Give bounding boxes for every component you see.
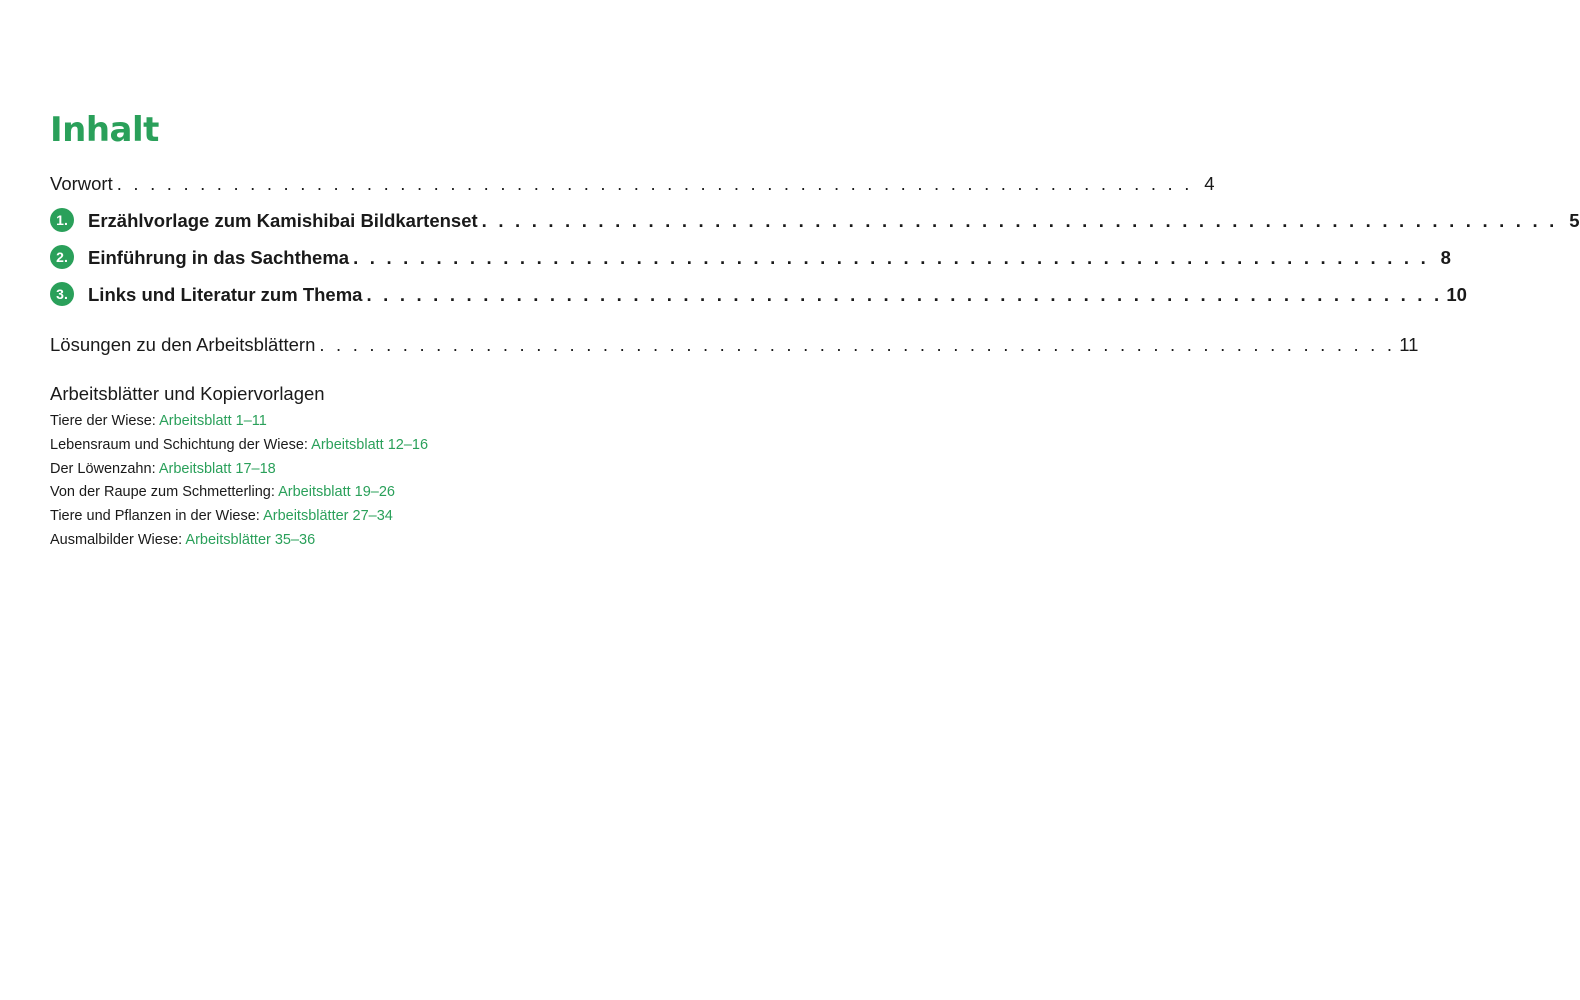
list-item xyxy=(50,505,428,529)
toc-entry-chapter-3[interactable] xyxy=(50,281,1467,307)
worksheets-heading: Arbeitsblätter und Kopiervorlagen xyxy=(50,383,325,404)
toc-entry-chapter-2[interactable] xyxy=(50,244,1451,270)
list-item xyxy=(50,481,428,505)
toc-entry-label: Links und Literatur zum Thema xyxy=(88,284,363,305)
dot-leader: . . . . . . . . . . . . . . . . . . . . . . . . . . . . . . . . . . . . . . . . . . . . . . . . . . . . . . . . . . . . . . . . . xyxy=(319,334,1396,355)
worksheet-topic: Von der Raupe zum Schmetterling: xyxy=(50,484,275,501)
dot-leader: . . . . . . . . . . . . . . . . . . . . . . . . . . . . . . . . . . . . . . . . . . . . . . . . . . . . . . . . . . . . . . . . . xyxy=(366,284,1443,305)
worksheet-reference-link[interactable]: Arbeitsblatt 19–26 xyxy=(278,484,395,501)
dot-leader: . . . . . . . . . . . . . . . . . . . . . . . . . . . . . . . . . . . . . . . . . . . . . . . . . . . . . . . . . . . . . . . . . xyxy=(481,210,1558,231)
chapter-number-badge: 2. xyxy=(50,245,74,269)
chapter-number-badge: 1. xyxy=(50,208,74,232)
toc-page-number: 11 xyxy=(1399,334,1419,355)
toc-entry-solutions[interactable] xyxy=(50,331,1419,357)
toc-page-number: 10 xyxy=(1446,284,1467,305)
toc-entry-label: Lösungen zu den Arbeitsblättern xyxy=(50,334,316,355)
worksheets-list xyxy=(50,410,428,553)
toc-page-number: 5 xyxy=(1569,210,1580,231)
chapter-number-badge: 3. xyxy=(50,282,74,306)
toc-page-number: 4 xyxy=(1204,173,1215,194)
toc-entry-label: Erzählvorlage zum Kamishibai Bildkartenset xyxy=(88,210,478,231)
worksheet-topic: Ausmalbilder Wiese: xyxy=(50,531,183,548)
worksheet-reference-link[interactable]: Arbeitsblätter 35–36 xyxy=(185,531,316,548)
worksheet-topic: Tiere und Pflanzen in der Wiese: xyxy=(50,508,260,525)
worksheet-reference-link[interactable]: Arbeitsblatt 12–16 xyxy=(311,436,429,453)
list-item xyxy=(50,458,428,482)
worksheet-topic: Lebensraum und Schichtung der Wiese: xyxy=(50,436,308,453)
toc-page-number: 8 xyxy=(1440,247,1451,268)
list-item xyxy=(50,434,428,458)
dot-leader: . . . . . . . . . . . . . . . . . . . . . . . . . . . . . . . . . . . . . . . . . . . . . . . . . . . . . . . . . . . . . . . . . xyxy=(353,247,1429,268)
worksheet-reference-link[interactable]: Arbeitsblatt 1–11 xyxy=(159,413,267,429)
dot-leader: . . . . . . . . . . . . . . . . . . . . . . . . . . . . . . . . . . . . . . . . . . . . . . . . . . . . . . . . . . . . . . . . . xyxy=(116,173,1193,194)
list-item xyxy=(50,529,428,553)
page-title: Inhalt xyxy=(50,110,159,150)
list-item xyxy=(50,410,428,434)
worksheet-topic: Tiere der Wiese: xyxy=(50,413,156,429)
toc-entry-label: Vorwort xyxy=(50,173,113,194)
toc-entry-label: Einführung in das Sachthema xyxy=(88,247,350,268)
worksheet-reference-link[interactable]: Arbeitsblatt 17–18 xyxy=(158,460,276,477)
worksheet-topic: Der Löwenzahn: xyxy=(50,460,156,477)
worksheet-reference-link[interactable]: Arbeitsblätter 27–34 xyxy=(263,508,393,525)
toc-entry-chapter-1[interactable] xyxy=(50,207,1580,233)
toc-entry-foreword[interactable] xyxy=(50,170,1215,196)
